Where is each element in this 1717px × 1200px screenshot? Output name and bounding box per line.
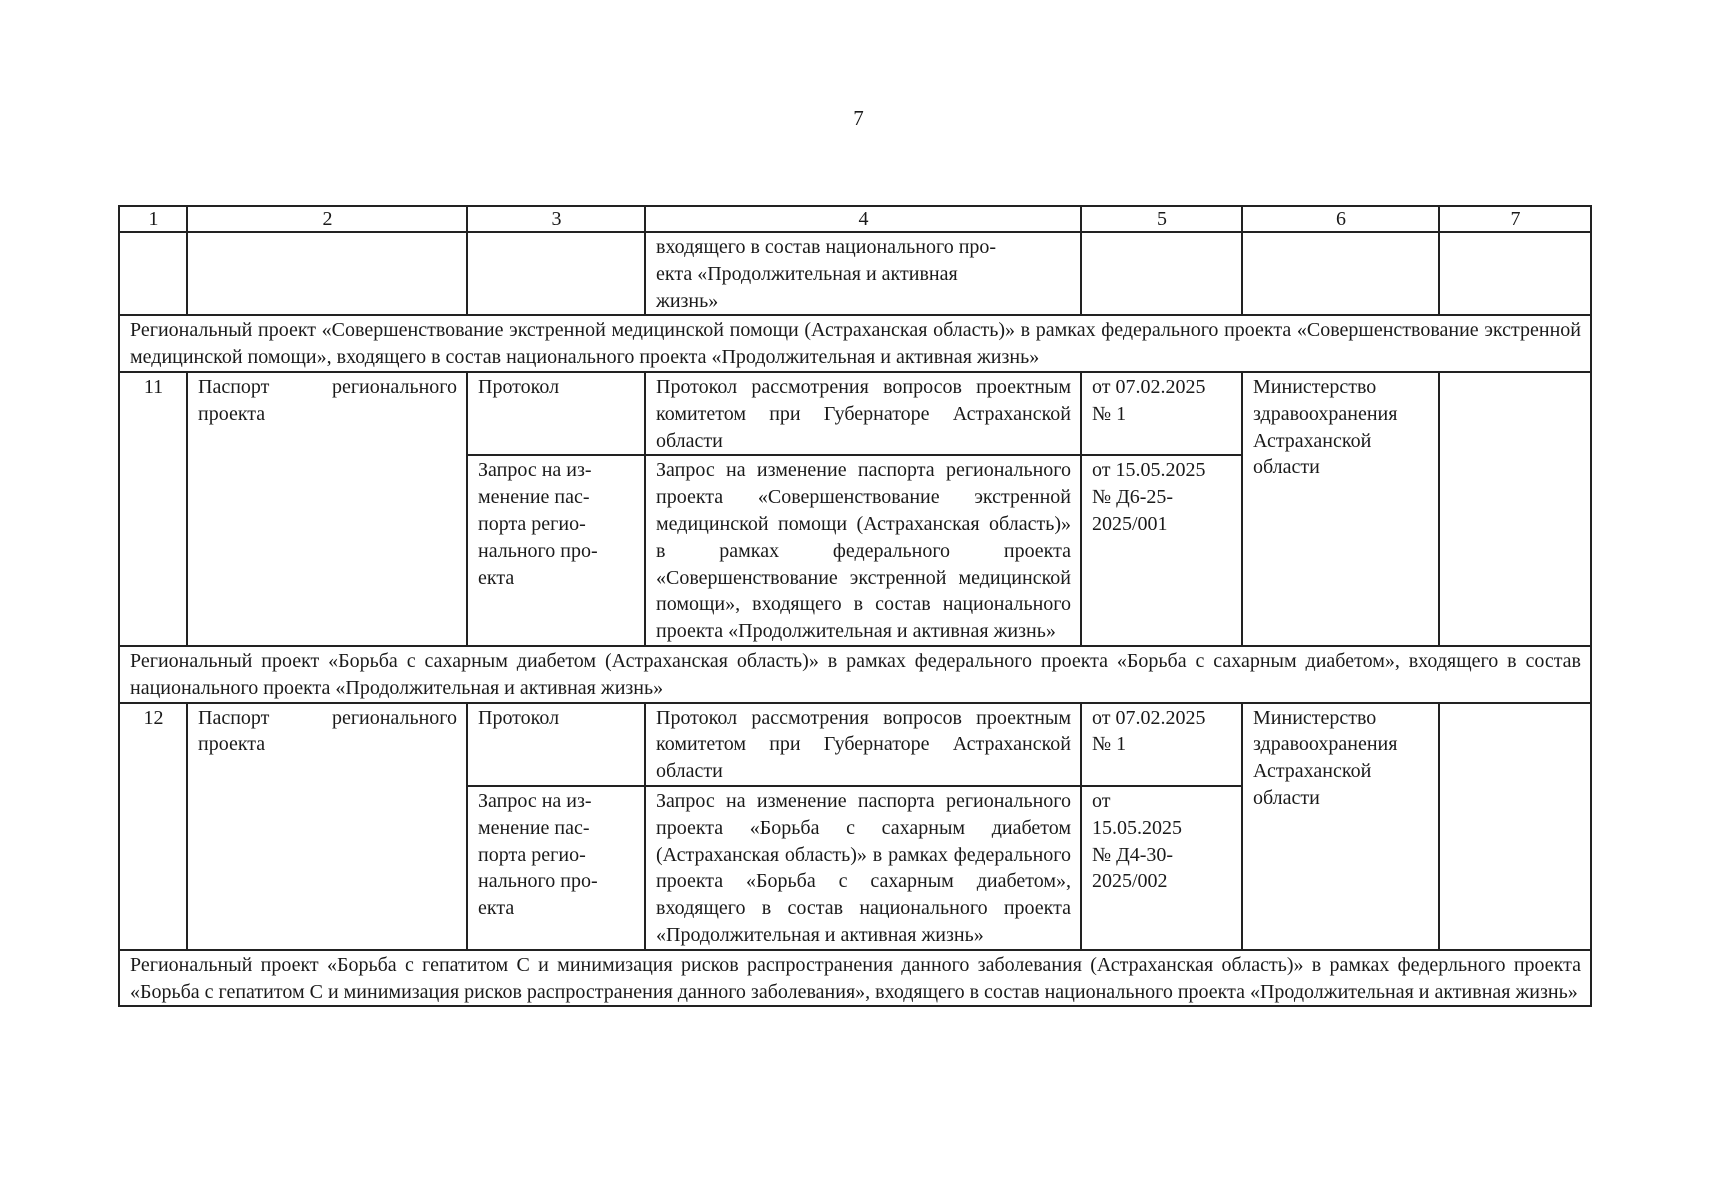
- document-name: Паспорт регионального проекта: [187, 372, 467, 646]
- column-header: 1: [119, 206, 187, 232]
- section-row: [119, 646, 1591, 703]
- section-row: [119, 315, 1591, 372]
- row-number: 12: [119, 703, 187, 950]
- description-cell: входящего в состав национального про- екта «Продолжительная и активная жизнь»: [645, 232, 1081, 315]
- table-row: [119, 372, 1591, 455]
- document-type: Протокол: [467, 703, 645, 786]
- document-type: Запрос на из- менение пас- порта регио- нального про- екта: [467, 786, 645, 950]
- column-header-row: [119, 206, 1591, 232]
- document-type: Протокол: [467, 372, 645, 455]
- column-header: 6: [1242, 206, 1439, 232]
- document-details: от 15.05.2025 № Д4-30- 2025/002: [1081, 786, 1242, 950]
- column-header: 3: [467, 206, 645, 232]
- document-description: Протокол рассмотрения вопросов проектным комитетом при Губернаторе Астраханской области: [645, 703, 1081, 786]
- table-cell: [1081, 232, 1242, 315]
- document-details: от 07.02.2025 № 1: [1081, 372, 1242, 455]
- table-cell: [1439, 703, 1591, 950]
- table-cell: [1439, 232, 1591, 315]
- document-table: [118, 205, 1592, 1007]
- table-cell: [467, 232, 645, 315]
- continuation-row: [119, 232, 1591, 315]
- document-details: от 15.05.2025 № Д6-25- 2025/001: [1081, 455, 1242, 646]
- responsible-organization: Министерство здравоохранения Астраханской области: [1242, 703, 1439, 950]
- column-header: 2: [187, 206, 467, 232]
- document-description: Запрос на изменение паспорта регионального проекта «Совершенствование экстренной медицинской помощи (Астраханская область)» в рамках федерального проекта «Совершенствование экстренной медицинской помощи», входящего в состав национального проекта «Продолжительная и активная жизнь»: [645, 455, 1081, 646]
- page-number: 7: [853, 106, 864, 130]
- column-header: 5: [1081, 206, 1242, 232]
- section-heading: Региональный проект «Борьба с сахарным диабетом (Астраханская область)» в рамках федерального проекта «Борьба с сахарным диабетом», входящего в состав национального проекта «Продолжительная и активная жизнь»: [119, 646, 1591, 703]
- table-cell: [187, 232, 467, 315]
- table-cell: [1439, 372, 1591, 646]
- section-row: [119, 950, 1591, 1007]
- document-description: Запрос на изменение паспорта регионального проекта «Борьба с сахарным диабетом (Астраханская область)» в рамках федерального проекта «Борьба с сахарным диабетом», входящего в состав национального проекта «Продолжительная и активная жизнь»: [645, 786, 1081, 950]
- table-cell: [119, 232, 187, 315]
- document-description: Протокол рассмотрения вопросов проектным комитетом при Губернаторе Астраханской области: [645, 372, 1081, 455]
- section-heading: Региональный проект «Борьба с гепатитом С и минимизация рисков распространения данного заболевания (Астраханская область)» в рамках федерльного проекта «Борьба с гепатитом С и минимизация рисков распространения данного заболевания», входящего в состав национального проекта «Продолжительная и активная жизнь»: [119, 950, 1591, 1007]
- column-header: 4: [645, 206, 1081, 232]
- document-details: от 07.02.2025 № 1: [1081, 703, 1242, 786]
- table-cell: [1242, 232, 1439, 315]
- section-heading: Региональный проект «Совершенствование экстренной медицинской помощи (Астраханская область)» в рамках федерального проекта «Совершенствование экстренной медицинской помощи», входящего в состав национального проекта «Продолжительная и активная жизнь»: [119, 315, 1591, 372]
- document-type: Запрос на из- менение пас- порта регио- нального про- екта: [467, 455, 645, 646]
- responsible-organization: Министерство здравоохранения Астраханской области: [1242, 372, 1439, 646]
- column-header: 7: [1439, 206, 1591, 232]
- document-name: Паспорт регионального проекта: [187, 703, 467, 950]
- row-number: 11: [119, 372, 187, 646]
- table-row: [119, 703, 1591, 786]
